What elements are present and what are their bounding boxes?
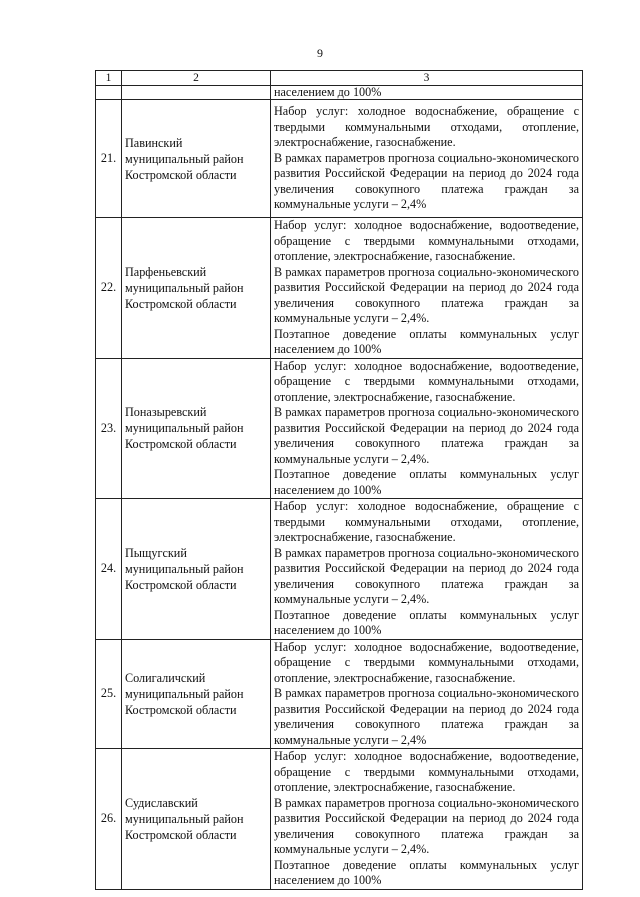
header-col-1: 1 <box>96 71 122 86</box>
continuation-text: населением до 100% <box>271 86 583 100</box>
row-description <box>271 100 583 218</box>
row-description <box>271 749 583 890</box>
row-number: 21. <box>96 100 122 218</box>
continuation-num <box>96 86 122 100</box>
row-number: 26. <box>96 749 122 890</box>
services-text: Набор услуг: холодное водоснабжение, водоотведение, обращение с твердыми коммунальными отходами, отопление, электроснабжение, газоснабжение. <box>274 749 579 794</box>
district-name: Павинский муниципальный район Костромской области <box>122 100 271 218</box>
phased-text: Поэтапное доведение оплаты коммунальных услуг населением до 100% <box>274 857 579 887</box>
table-row <box>96 358 583 499</box>
district-name: Парфеньевский муниципальный район Костромской области <box>122 218 271 359</box>
forecast-text: В рамках параметров прогноза социально-экономического развития Российской Федерации на период до 2024 года увеличения совокупного платежа граждан за коммунальные услуги – 2,4% <box>274 686 579 747</box>
table-row <box>96 749 583 890</box>
table-row <box>96 639 583 749</box>
row-description <box>271 358 583 499</box>
row-number: 23. <box>96 358 122 499</box>
page-number: 9 <box>317 46 323 60</box>
row-description <box>271 499 583 640</box>
forecast-text: В рамках параметров прогноза социально-экономического развития Российской Федерации на период до 2024 года увеличения совокупного платежа граждан за коммунальные услуги – 2,4%. <box>274 405 579 466</box>
row-number: 25. <box>96 639 122 749</box>
header-col-3: 3 <box>271 71 583 86</box>
tariff-table <box>95 70 583 890</box>
forecast-text: В рамках параметров прогноза социально-экономического развития Российской Федерации на период до 2024 года увеличения совокупного платежа граждан за коммунальные услуги – 2,4%. <box>274 795 579 856</box>
services-text: Набор услуг: холодное водоснабжение, обращение с твердыми коммунальными отходами, отопление, электроснабжение, газоснабжение. <box>274 499 579 544</box>
table-row <box>96 218 583 359</box>
forecast-text: В рамках параметров прогноза социально-экономического развития Российской Федерации на период до 2024 года увеличения совокупного платежа граждан за коммунальные услуги – 2,4% <box>274 150 579 212</box>
district-name: Солигаличский муниципальный район Костромской области <box>122 639 271 749</box>
district-name: Пыщугский муниципальный район Костромской области <box>122 499 271 640</box>
district-name: Поназыревский муниципальный район Костромской области <box>122 358 271 499</box>
row-description <box>271 639 583 749</box>
row-description <box>271 218 583 359</box>
table-header-row <box>96 71 583 86</box>
table-row <box>96 100 583 218</box>
services-text: Набор услуг: холодное водоснабжение, водоотведение, обращение с твердыми коммунальными отходами, отопление, электроснабжение, газоснабжение. <box>274 358 579 404</box>
phased-text: Поэтапное доведение оплаты коммунальных услуг населением до 100% <box>274 326 579 356</box>
row-number: 24. <box>96 499 122 640</box>
header-col-2: 2 <box>122 71 271 86</box>
forecast-text: В рамках параметров прогноза социально-экономического развития Российской Федерации на период до 2024 года увеличения совокупного платежа граждан за коммунальные услуги – 2,4%. <box>274 545 579 606</box>
continuation-row <box>96 86 583 100</box>
continuation-name <box>122 86 271 100</box>
phased-text: Поэтапное доведение оплаты коммунальных услуг населением до 100% <box>274 607 579 637</box>
services-text: Набор услуг: холодное водоснабжение, водоотведение, обращение с твердыми коммунальными отходами, отопление, электроснабжение, газоснабжение. <box>274 218 579 263</box>
services-text: Набор услуг: холодное водоснабжение, обращение с твердыми коммунальными отходами, отопление, электроснабжение, газоснабжение. <box>274 104 579 150</box>
row-number: 22. <box>96 218 122 359</box>
phased-text: Поэтапное доведение оплаты коммунальных услуг населением до 100% <box>274 467 579 497</box>
services-text: Набор услуг: холодное водоснабжение, водоотведение, обращение с твердыми коммунальными отходами, отопление, электроснабжение, газоснабжение. <box>274 639 579 685</box>
table-row <box>96 499 583 640</box>
forecast-text: В рамках параметров прогноза социально-экономического развития Российской Федерации на период до 2024 года увеличения совокупного платежа граждан за коммунальные услуги – 2,4%. <box>274 264 579 325</box>
district-name: Судиславский муниципальный район Костромской области <box>122 749 271 890</box>
